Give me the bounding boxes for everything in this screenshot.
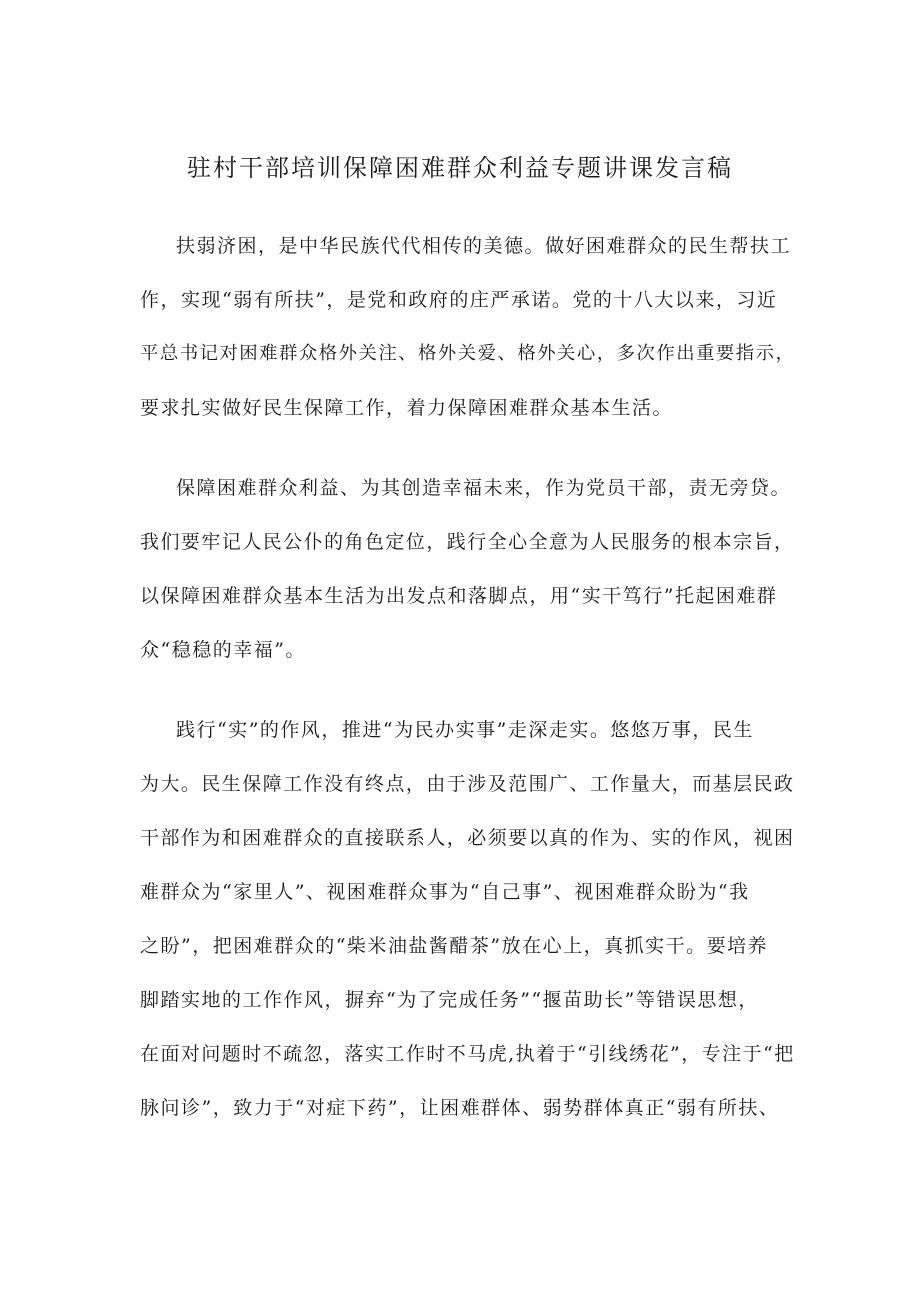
paragraph-line: 在面对问题时不疏忽，落实工作时不马虎,执着于“引线绣花”，专注于“把 bbox=[140, 1043, 795, 1065]
paragraph-line: 平总书记对困难群众格外关注、格外关爱、格外关心，多次作出重要指示， bbox=[140, 343, 796, 364]
paragraph-line: 以保障困难群众基本生活为出发点和落脚点，用“实干笃行”托起困难群 bbox=[140, 585, 778, 607]
paragraph-line: 脚踏实地的工作作风，摒弃“为了完成任务”“揠苗助长”等错误思想， bbox=[140, 989, 759, 1011]
paragraph-line: 干部作为和困难群众的直接联系人，必须要以真的作为、实的作风，视困 bbox=[140, 827, 795, 849]
paragraph-line: 我们要牢记人民公仆的角色定位，践行全心全意为人民服务的根本宗旨， bbox=[140, 531, 795, 553]
paragraph-line: 要求扎实做好民生保障工作，着力保障困难群众基本生活。 bbox=[140, 397, 674, 419]
document-title: 驻村干部培训保障困难群众利益专题讲课发言稿 bbox=[187, 154, 733, 182]
paragraph-line: 保障困难群众利益、为其创造幸福未来，作为党员干部，责无旁贷。 bbox=[176, 477, 792, 499]
paragraph-line: 作，实现“弱有所扶”，是党和政府的庄严承诺。党的十八大以来，习近 bbox=[140, 289, 778, 311]
paragraph-line: 扶弱济困，是中华民族代代相传的美德。做好困难群众的民生帮扶工 bbox=[176, 235, 792, 257]
paragraph-line: 众“稳稳的幸福”。 bbox=[140, 639, 306, 661]
paragraph-line: 践行“实”的作风，推进“为民办实事”走深走实。悠悠万事，民生 bbox=[176, 719, 754, 741]
paragraph-line: 难群众为“家里人”、视困难群众事为“自己事”、视困难群众盼为“我 bbox=[140, 881, 750, 903]
paragraph-line: 为大。民生保障工作没有终点，由于涉及范围广、工作量大，而基层民政 bbox=[140, 773, 795, 795]
paragraph-line: 之盼”，把困难群众的“柴米油盐酱醋茶”放在心上，真抓实干。要培养 bbox=[140, 935, 769, 957]
paragraph-line: 脉问诊”，致力于“对症下药”，让困难群体、弱势群体真正“弱有所扶、 bbox=[140, 1097, 780, 1119]
